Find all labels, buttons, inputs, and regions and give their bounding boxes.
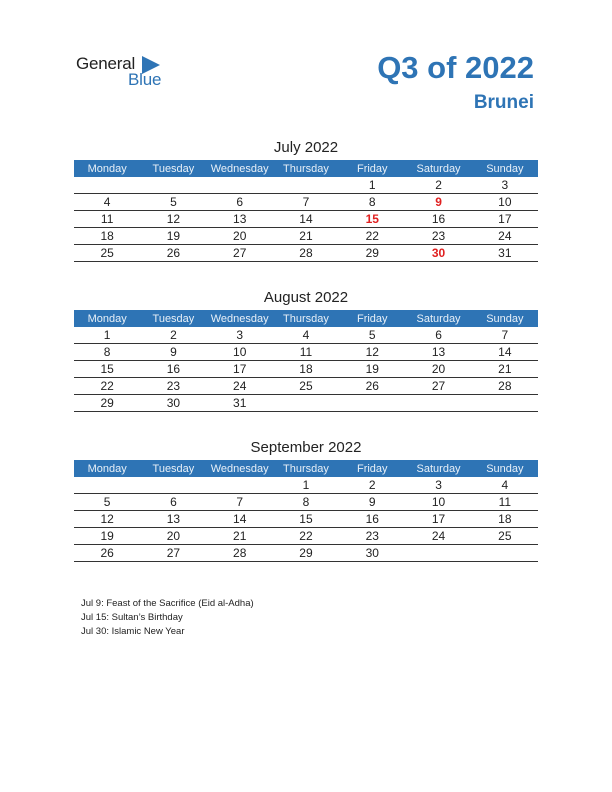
day-cell: 6 [207,194,273,211]
month-calendar [74,287,538,412]
day-cell: 25 [273,378,339,395]
day-cell: 7 [472,327,538,344]
day-cell: 30 [140,395,206,412]
week-row [74,494,538,511]
weekday-header: Tuesday [140,160,206,177]
day-cell [74,177,140,194]
day-cell: 14 [273,211,339,228]
day-cell [74,477,140,494]
day-cell: 23 [339,528,405,545]
day-cell: 25 [74,245,140,262]
day-cell [273,395,339,412]
weekday-header: Tuesday [140,310,206,327]
day-cell: 30 [339,545,405,562]
month-calendar [74,437,538,562]
day-cell [472,395,538,412]
day-cell: 17 [207,361,273,378]
day-cell: 28 [273,245,339,262]
day-cell: 7 [273,194,339,211]
day-cell: 22 [74,378,140,395]
month-grid [74,160,538,262]
weekday-header: Saturday [405,160,471,177]
day-cell: 20 [207,228,273,245]
day-cell: 28 [207,545,273,562]
day-cell: 18 [74,228,140,245]
day-cell: 7 [207,494,273,511]
week-row [74,545,538,562]
day-cell: 30 [405,245,471,262]
day-cell: 16 [405,211,471,228]
day-cell [207,477,273,494]
weekday-header: Saturday [405,460,471,477]
month-title: September 2022 [250,439,362,456]
day-cell: 19 [140,228,206,245]
weekday-header: Wednesday [207,310,273,327]
day-cell: 8 [273,494,339,511]
week-row [74,245,538,262]
day-cell: 11 [472,494,538,511]
day-cell: 12 [74,511,140,528]
day-cell: 24 [472,228,538,245]
day-cell [405,545,471,562]
logo-text-general: General [76,54,136,73]
day-cell: 21 [472,361,538,378]
holiday-note: Jul 9: Feast of the Sacrifice (Eid al-Adha) [81,598,254,609]
week-row [74,361,538,378]
day-cell: 4 [74,194,140,211]
week-row [74,344,538,361]
day-cell: 3 [472,177,538,194]
weekday-header: Thursday [273,460,339,477]
day-cell: 13 [207,211,273,228]
weekday-header: Friday [339,160,405,177]
country-name: Brunei [473,92,534,113]
day-cell: 4 [472,477,538,494]
day-cell: 17 [405,511,471,528]
day-cell: 1 [74,327,140,344]
weekday-header: Tuesday [140,460,206,477]
day-cell: 10 [207,344,273,361]
day-cell: 25 [472,528,538,545]
day-cell: 4 [273,327,339,344]
day-cell: 23 [140,378,206,395]
day-cell: 26 [74,545,140,562]
month-grid [74,460,538,562]
day-cell: 29 [339,245,405,262]
weekday-header: Sunday [472,460,538,477]
day-cell: 9 [339,494,405,511]
weekday-header: Monday [74,460,140,477]
week-row [74,528,538,545]
day-cell: 27 [140,545,206,562]
logo-text-blue: Blue [128,70,162,89]
weekday-header: Monday [74,160,140,177]
week-row [74,327,538,344]
day-cell: 1 [273,477,339,494]
day-cell: 12 [339,344,405,361]
day-cell: 3 [207,327,273,344]
week-row [74,211,538,228]
day-cell: 27 [405,378,471,395]
day-cell: 2 [405,177,471,194]
day-cell: 2 [140,327,206,344]
day-cell: 19 [74,528,140,545]
holiday-notes [81,597,254,639]
month-calendar [74,137,538,262]
day-cell: 9 [405,194,471,211]
weekday-header: Wednesday [207,460,273,477]
day-cell: 12 [140,211,206,228]
week-row [74,378,538,395]
week-row [74,511,538,528]
day-cell: 8 [339,194,405,211]
week-row [74,477,538,494]
day-cell: 10 [405,494,471,511]
day-cell: 24 [405,528,471,545]
day-cell: 24 [207,378,273,395]
weekday-header: Thursday [273,160,339,177]
day-cell [140,477,206,494]
weekday-header: Saturday [405,310,471,327]
weekday-header: Thursday [273,310,339,327]
day-cell: 26 [140,245,206,262]
week-row [74,228,538,245]
day-cell: 16 [339,511,405,528]
day-cell: 14 [472,344,538,361]
day-cell: 5 [339,327,405,344]
weekday-header: Friday [339,460,405,477]
day-cell: 28 [472,378,538,395]
day-cell: 6 [405,327,471,344]
day-cell: 16 [140,361,206,378]
day-cell: 26 [339,378,405,395]
weekday-header: Monday [74,310,140,327]
week-row [74,177,538,194]
week-row [74,194,538,211]
day-cell: 20 [140,528,206,545]
month-title: July 2022 [273,139,339,156]
day-cell: 18 [472,511,538,528]
day-cell [405,395,471,412]
brand-logo [76,54,176,90]
day-cell: 29 [273,545,339,562]
month-title: August 2022 [263,289,349,306]
weekday-header: Sunday [472,160,538,177]
day-cell: 15 [273,511,339,528]
holiday-note: Jul 30: Islamic New Year [81,626,185,637]
day-cell: 5 [74,494,140,511]
day-cell: 17 [472,211,538,228]
weekday-header: Sunday [472,310,538,327]
day-cell: 19 [339,361,405,378]
day-cell: 8 [74,344,140,361]
day-cell: 9 [140,344,206,361]
week-row [74,395,538,412]
day-cell: 5 [140,194,206,211]
month-grid [74,310,538,412]
day-cell: 10 [472,194,538,211]
day-cell: 11 [74,211,140,228]
day-cell: 2 [339,477,405,494]
day-cell: 27 [207,245,273,262]
day-cell: 31 [207,395,273,412]
day-cell: 13 [140,511,206,528]
weekday-header: Wednesday [207,160,273,177]
day-cell: 13 [405,344,471,361]
day-cell [207,177,273,194]
weekday-header: Friday [339,310,405,327]
day-cell [273,177,339,194]
day-cell: 22 [273,528,339,545]
day-cell: 29 [74,395,140,412]
page-title: Q3 of 2022 [377,50,534,85]
day-cell: 20 [405,361,471,378]
day-cell [140,177,206,194]
holiday-note: Jul 15: Sultan’s Birthday [81,612,183,623]
day-cell: 18 [273,361,339,378]
day-cell: 15 [339,211,405,228]
day-cell: 15 [74,361,140,378]
day-cell: 14 [207,511,273,528]
day-cell: 6 [140,494,206,511]
day-cell [472,545,538,562]
day-cell: 21 [207,528,273,545]
day-cell: 3 [405,477,471,494]
day-cell: 1 [339,177,405,194]
day-cell: 31 [472,245,538,262]
day-cell [339,395,405,412]
day-cell: 21 [273,228,339,245]
day-cell: 22 [339,228,405,245]
day-cell: 11 [273,344,339,361]
day-cell: 23 [405,228,471,245]
